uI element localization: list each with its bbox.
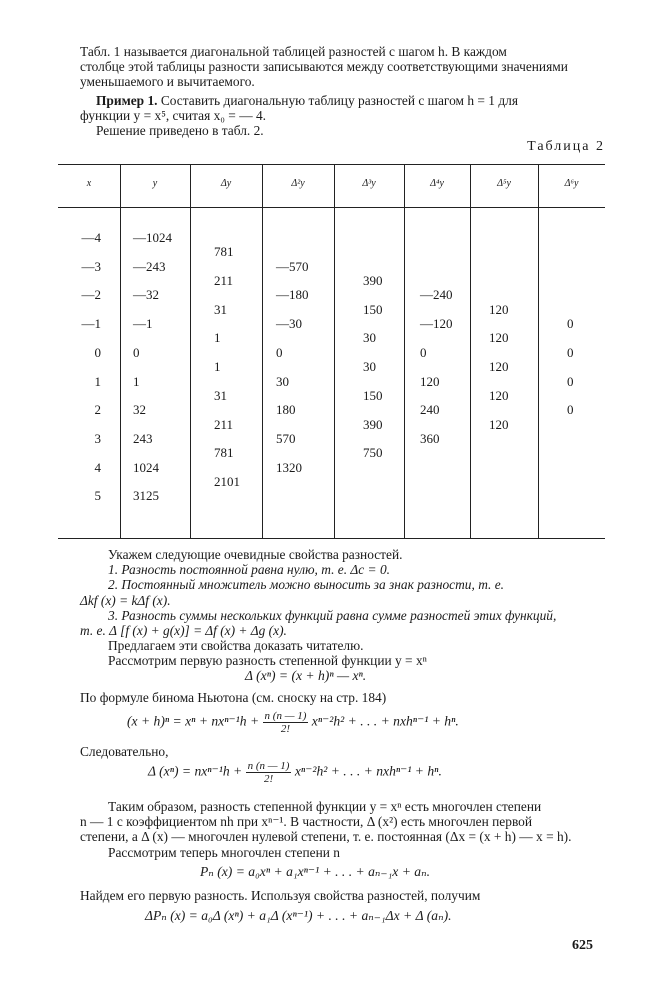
table-cell-d1: 2101	[214, 473, 240, 489]
table-cell-y: 0	[133, 344, 140, 360]
table-cell-d5: 120	[489, 387, 509, 403]
table-cell-d5: 120	[489, 301, 509, 317]
table-cell-d4: —240	[420, 287, 453, 303]
table-bottom-rule	[58, 538, 605, 539]
table-cell-d2: 0	[276, 344, 283, 360]
table-column-divider	[470, 164, 471, 538]
table-cell-y: 1	[133, 373, 140, 389]
table-cell-y: —243	[133, 258, 166, 274]
fraction-denominator: 2!	[280, 723, 291, 735]
table-cell-d2: —180	[276, 287, 309, 303]
table-cell-d3: 750	[363, 445, 383, 461]
property-3-line-1: 3. Разность суммы нескольких функций равна сумме разностей этих функций,	[108, 607, 557, 623]
intro-paragraph	[80, 44, 605, 90]
table-cell-d4: 120	[420, 373, 440, 389]
property-2-line-1: 2. Постоянный множитель можно выносить за знак разности, т. е.	[108, 577, 505, 593]
table-cell-d4: 0	[420, 344, 427, 360]
property-1: 1. Разность постоянной равна нулю, т. е. Δc = 0.	[108, 562, 390, 578]
formula-binomial	[127, 710, 459, 735]
table-cell-y: —1	[133, 316, 153, 332]
table-cell-d5: 120	[489, 359, 509, 375]
table-cell-x: 0	[94, 344, 101, 360]
difference-right: xⁿ⁻²h² + . . . + nxhⁿ⁻¹ + hⁿ.	[294, 763, 442, 779]
fraction-denominator-2: 2!	[263, 773, 274, 785]
table-cell-y: 32	[133, 402, 146, 418]
polynomial-intro: Рассмотрим теперь многочлен степени n	[108, 844, 340, 860]
table-cell-y: 243	[133, 430, 153, 446]
example-line-1: Составить диагональную таблицу разностей с шагом h = 1 для	[160, 93, 518, 108]
conclusion-line-3: степени, а Δ (x) — многочлен нулевой степени, т. е. постоянная (Δx = (x + h) — x = h).	[80, 829, 572, 845]
property-3-line-2: т. е. Δ [f (x) + g(x)] = Δf (x) + Δg (x).	[80, 623, 287, 639]
properties-block	[80, 547, 605, 669]
table-cell-x: 1	[94, 373, 101, 389]
find-difference-line: Найдем его первую разность. Используя свойства разностей, получим	[80, 888, 481, 903]
table-header-5: Δ⁴y	[430, 178, 444, 189]
table-cell-y: 3125	[133, 488, 159, 504]
table-cell-d3: 30	[363, 359, 376, 375]
table-cell-x: 2	[94, 402, 101, 418]
newton-line: По формуле бинома Ньютона (см. сноску на стр. 184)	[80, 690, 387, 705]
power-function-line: Рассмотрим первую разность степенной функции y = xⁿ	[108, 653, 427, 669]
solution-line: Решение приведено в табл. 2.	[96, 123, 264, 139]
table-column-divider	[404, 164, 405, 538]
table-cell-d1: 1	[214, 359, 221, 375]
table-cell-d1: 781	[214, 445, 234, 461]
table-column-divider	[334, 164, 335, 538]
table-cell-x: —4	[81, 230, 101, 245]
table-cell-y: —1024	[133, 230, 172, 245]
table-header-1: y	[152, 178, 158, 189]
table-cell-d3: 390	[363, 416, 383, 432]
fraction-numerator: n (n — 1)	[264, 710, 307, 722]
table-header-0: x	[86, 178, 92, 189]
difference-fraction	[246, 760, 292, 785]
conclusion-line-2: n — 1 с коэффициентом nh при xⁿ⁻¹. В частности, Δ (x²) есть многочлен первой	[80, 814, 533, 830]
formula-difference-expanded	[148, 760, 442, 785]
table-cell-d2: 180	[276, 402, 296, 418]
table-cell-d6: 0	[567, 316, 574, 332]
binomial-fraction	[263, 710, 309, 735]
table-cell-d6: 0	[567, 344, 574, 360]
table-column-divider	[262, 164, 263, 538]
table-cell-d3: 150	[363, 387, 383, 403]
table-column-divider	[120, 164, 121, 538]
table-header-rule	[58, 207, 605, 208]
table-cell-d3: 30	[363, 330, 376, 346]
table-cell-d2: 1320	[276, 459, 302, 475]
table-column-divider	[538, 164, 539, 538]
table-cell-d6: 0	[567, 402, 574, 418]
example-line-2: функции y = x⁵, считая x₀ = — 4.	[80, 108, 266, 124]
page-number: 625	[572, 938, 593, 953]
binomial-left: (x + h)ⁿ = xⁿ + nxⁿ⁻¹h +	[127, 713, 260, 729]
table-header-7: Δ⁶y	[564, 178, 579, 189]
binomial-right: xⁿ⁻²h² + . . . + nxhⁿ⁻¹ + hⁿ.	[311, 713, 459, 729]
fraction-numerator-2: n (n — 1)	[247, 760, 290, 772]
table-cell-x: —1	[81, 316, 101, 332]
table-header-2: Δy	[220, 178, 232, 189]
table-cell-x: 5	[94, 488, 101, 504]
table-cell-x: —3	[81, 258, 101, 274]
table-cell-d3: 150	[363, 301, 383, 317]
example-paragraph	[80, 93, 605, 139]
table-header-4: Δ³y	[362, 178, 376, 189]
table-column-divider	[190, 164, 191, 538]
table-cell-d1: 211	[214, 416, 234, 432]
formula-polynomial: Pₙ (x) = a₀xⁿ + a₁xⁿ⁻¹ + . . . + aₙ₋₁x + aₙ.	[200, 864, 431, 879]
table-cell-d5: 120	[489, 416, 509, 432]
table-cell-d2: —30	[276, 316, 302, 332]
reader-proof-line: Предлагаем эти свойства доказать читателю.	[108, 638, 364, 654]
table-cell-d2: 30	[276, 373, 289, 389]
table-cell-d1: 31	[214, 387, 227, 403]
table-cell-d1: 1	[214, 330, 221, 346]
example-label: Пример 1.	[96, 93, 158, 108]
table-cell-x: 3	[94, 430, 101, 446]
intro-line-2: столбце этой таблицы разности записываются между соответствующими значениями	[80, 59, 568, 75]
properties-intro: Укажем следующие очевидные свойства разностей.	[108, 547, 403, 562]
table-cell-d1: 211	[214, 273, 234, 289]
table-caption: Таблица 2	[527, 139, 605, 154]
property-2-line-2: Δkf (x) = kΔf (x).	[80, 592, 171, 608]
table-header-6: Δ⁵y	[497, 178, 511, 189]
table-cell-d2: 570	[276, 430, 296, 446]
table-cell-d4: —120	[420, 316, 453, 332]
table-cell-y: —32	[133, 287, 159, 303]
formula-first-difference: Δ (xⁿ) = (x + h)ⁿ — xⁿ.	[245, 668, 367, 683]
table-cell-d4: 240	[420, 402, 440, 418]
table-cell-d3: 390	[363, 273, 383, 289]
table-cell-d1: 31	[214, 301, 227, 317]
table-cell-d1: 781	[214, 244, 234, 260]
table-cell-d2: —570	[276, 258, 309, 274]
table-header-3: Δ²y	[291, 178, 305, 189]
intro-line-1: Табл. 1 называется диагональной таблицей разностей с шагом h. В каждом	[80, 44, 507, 59]
therefore-line: Следовательно,	[80, 744, 169, 759]
difference-left: Δ (xⁿ) = nxⁿ⁻¹h +	[148, 763, 243, 779]
table-cell-d6: 0	[567, 373, 574, 389]
conclusion-block	[80, 799, 605, 860]
formula-polynomial-difference: ΔPₙ (x) = a₀Δ (xⁿ) + a₁Δ (xⁿ⁻¹) + . . . + aₙ₋₁Δx + Δ (aₙ).	[145, 908, 452, 923]
table-cell-d5: 120	[489, 330, 509, 346]
table-top-rule	[58, 164, 605, 165]
conclusion-line-1: Таким образом, разность степенной функции y = xⁿ есть многочлен степени	[108, 799, 542, 814]
table-cell-d4: 360	[420, 430, 440, 446]
table-cell-x: 4	[94, 459, 101, 475]
table-cell-y: 1024	[133, 459, 159, 475]
intro-line-3: уменьшаемого и вычитаемого.	[80, 74, 255, 90]
table-cell-x: —2	[81, 287, 101, 303]
